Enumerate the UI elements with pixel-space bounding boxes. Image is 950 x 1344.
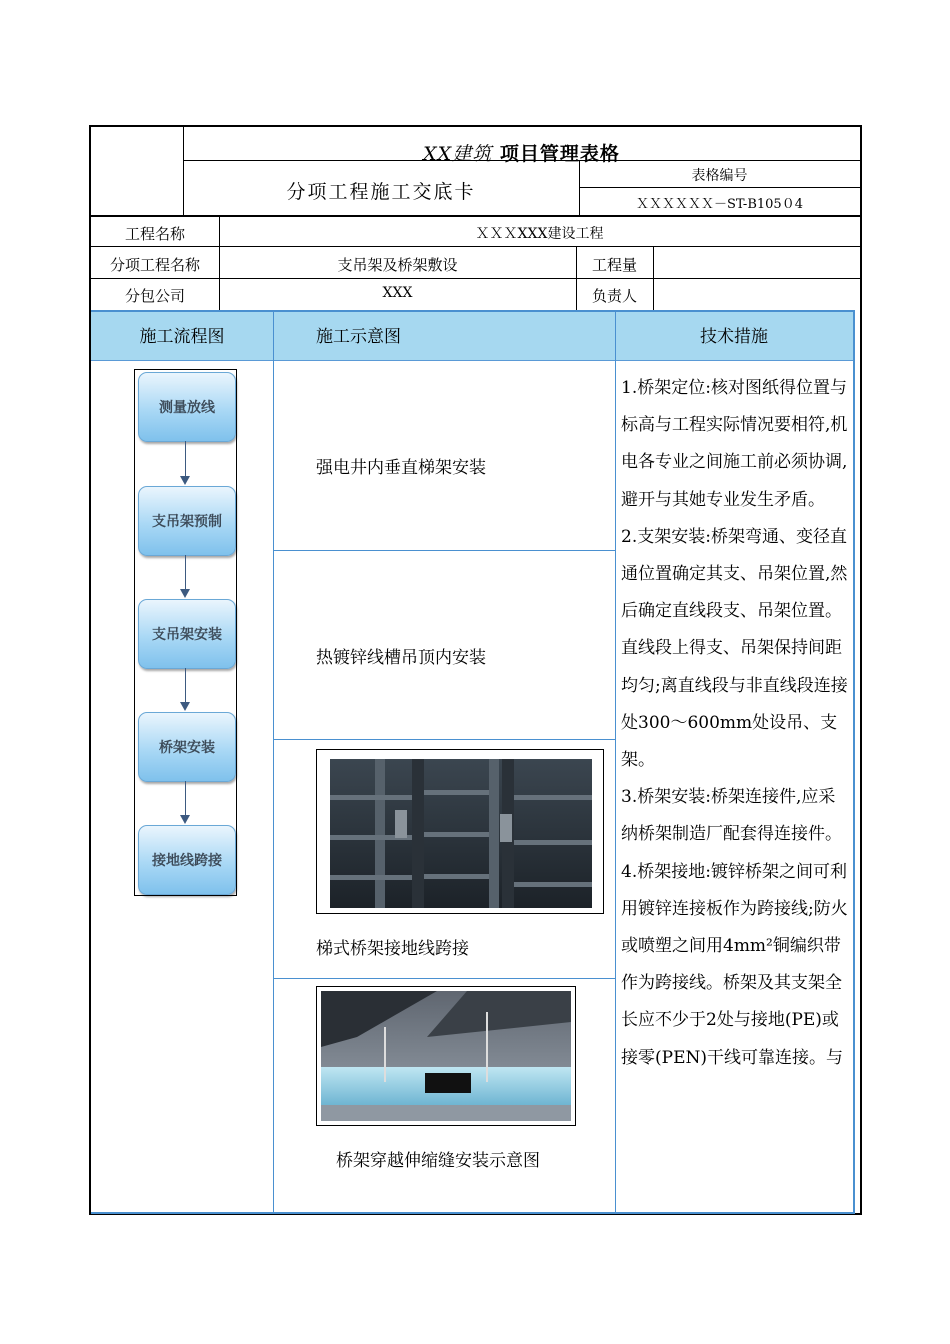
- flow-arrow-head: [180, 476, 190, 485]
- form-title: [183, 139, 860, 166]
- flow-arrow: [185, 555, 186, 590]
- measure-item: 4.桥架接地:镀锌桥架之间可利用镀锌连接板作为跨接线;防火或喷塑之间用4mm²铜编织带作为跨接线。桥架及其支架全长应不少于2处与接地(PE)或接零(PEN)干线可靠连接。与: [621, 861, 848, 1068]
- diagram-caption: 强电井内垂直梯架安装: [316, 458, 486, 478]
- project-name-value: ＸＸＸXXX建设工程: [475, 226, 604, 242]
- measure-item: 2.支架安装:桥架弯通、变径直通位置确定其支、吊架位置,然后确定直线段支、吊架位置。直线段上得支、吊架保持间距均匀;离直线段与非直线段连接处300～600mm处设吊、支架。: [621, 526, 848, 771]
- measure-item: 1.桥架定位:核对图纸得位置与标高与工程实际情况要相符,机电各专业之间施工前必须协调,避开与其她专业发生矛盾。: [621, 378, 848, 510]
- flow-arrow-head: [180, 815, 190, 824]
- flow-arrow: [185, 441, 186, 477]
- diagram-caption: 桥架穿越伸缩缝安装示意图: [336, 1151, 540, 1171]
- subitem-value: 支吊架及桥架敷设: [337, 256, 458, 274]
- project-name-label: 工程名称: [124, 225, 185, 243]
- header-divider: [579, 187, 860, 188]
- col-header-flow: 施工流程图: [139, 327, 225, 347]
- flow-step: 桥架安装: [138, 712, 236, 782]
- diagram-row-divider: [274, 978, 615, 979]
- expansion-joint-illustration: [317, 987, 575, 1125]
- info-divider: [91, 246, 860, 247]
- column-border: [615, 310, 616, 1213]
- flow-step: 支吊架预制: [138, 486, 236, 556]
- info-divider: [653, 246, 654, 310]
- diagram-row-divider: [274, 739, 615, 740]
- subcontractor-label: 分包公司: [124, 287, 185, 305]
- ladder-tray-illustration: [317, 750, 603, 913]
- flow-arrow: [185, 781, 186, 816]
- measure-item: 3.桥架安装:桥架连接件,应采纳桥架制造厂配套得连接件。: [621, 787, 842, 845]
- column-border: [853, 310, 855, 1213]
- org-title: XX建筑: [423, 143, 493, 165]
- diagram-caption: 梯式桥架接地线跨接: [316, 939, 469, 959]
- technical-measures: [621, 370, 849, 1077]
- flow-step: 测量放线: [138, 372, 236, 442]
- doc-title: 分项工程施工交底卡: [286, 181, 476, 203]
- form-title-text: 项目管理表格: [499, 143, 620, 165]
- info-divider: [91, 278, 860, 279]
- form-no-value: ＸＸＸＸＸＸ－ST-B105０4: [636, 197, 803, 212]
- flow-arrow-head: [180, 702, 190, 711]
- col-header-diagram: 施工示意图: [316, 327, 401, 347]
- flow-step: 接地线跨接: [138, 825, 236, 895]
- column-border: [273, 310, 274, 1213]
- col-header-measures: 技术措施: [700, 327, 768, 347]
- flow-arrow: [185, 668, 186, 703]
- quantity-label: 工程量: [591, 256, 637, 274]
- header-divider: [91, 215, 860, 217]
- column-border: [91, 310, 855, 312]
- form-no-label: 表格编号: [691, 168, 748, 184]
- diagram-row-divider: [274, 550, 615, 551]
- flow-step: 支吊架安装: [138, 599, 236, 669]
- ladder-tray-photo: [316, 749, 604, 914]
- column-border: [91, 360, 855, 361]
- flow-arrow-head: [180, 589, 190, 598]
- subcontractor-value: XXX: [382, 285, 413, 301]
- column-border: [91, 1212, 855, 1214]
- subitem-label: 分项工程名称: [109, 256, 200, 274]
- manager-label: 负责人: [591, 287, 637, 305]
- diagram-caption: 热镀锌线槽吊顶内安装: [316, 648, 486, 668]
- expansion-joint-photo: [316, 986, 576, 1126]
